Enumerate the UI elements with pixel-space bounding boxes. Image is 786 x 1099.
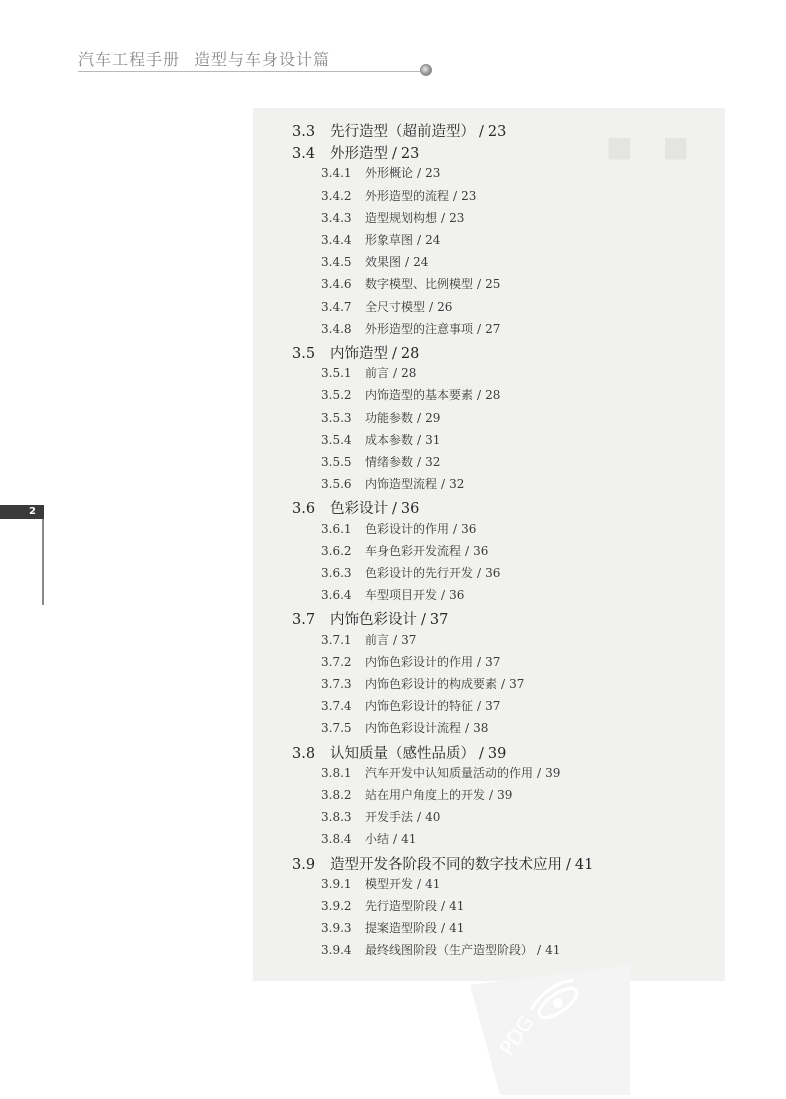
toc-title: 先行造型阶段 <box>365 899 438 913</box>
toc-page-number: 26 <box>437 299 453 314</box>
toc-subsection-row <box>321 364 416 381</box>
toc-number: 3.9.2 <box>321 899 352 913</box>
toc-page-number: 24 <box>425 233 441 247</box>
toc-number: 3.4.4 <box>321 233 352 247</box>
toc-number: 3.4.8 <box>321 321 352 336</box>
toc-page-number: 41 <box>574 856 594 873</box>
toc-page-number: 31 <box>425 432 441 447</box>
toc-separator: / <box>441 210 446 225</box>
toc-title: 提案造型阶段 <box>365 921 438 936</box>
running-header <box>78 47 330 70</box>
page-side-rule <box>42 519 44 605</box>
toc-title: 内饰造型的基本要素 <box>365 388 474 403</box>
toc-number: 3.8 <box>292 745 316 762</box>
watermark-text: PDG <box>494 1010 539 1060</box>
toc-separator: / <box>417 410 422 425</box>
toc-number: 3.8.1 <box>321 765 352 780</box>
toc-separator: / <box>477 321 482 336</box>
toc-section-row <box>292 608 448 629</box>
toc-separator: / <box>441 921 446 936</box>
toc-subsection-row <box>321 941 560 958</box>
book-title: 汽车工程手册 <box>78 50 181 69</box>
toc-title: 先行造型（超前造型） <box>330 124 475 140</box>
toc-separator: / <box>537 765 542 780</box>
toc-separator: / <box>393 832 398 847</box>
toc-section-row <box>292 497 419 518</box>
toc-page-number: 40 <box>425 810 441 825</box>
toc-title: 内饰色彩设计 <box>330 612 417 629</box>
toc-separator: / <box>429 299 434 314</box>
toc-page-number: 41 <box>425 876 441 891</box>
toc-page-number: 28 <box>485 388 501 403</box>
toc-separator: / <box>477 699 482 714</box>
toc-separator: / <box>465 721 470 736</box>
toc-number: 3.5.4 <box>321 432 352 447</box>
toc-separator: / <box>417 810 422 825</box>
toc-number: 3.5.3 <box>321 410 352 425</box>
toc-separator: / <box>453 188 458 203</box>
toc-subsection-row <box>321 586 464 603</box>
toc-separator: / <box>537 943 542 958</box>
toc-subsection-row <box>321 453 440 470</box>
toc-subsection-row <box>321 320 500 337</box>
toc-subsection-row <box>321 187 476 204</box>
toc-subsection-row <box>321 808 440 825</box>
toc-subsection-row <box>321 675 524 692</box>
toc-subsection-row <box>321 298 452 315</box>
toc-title: 情绪参数 <box>365 455 414 469</box>
toc-subsection-row <box>321 764 560 781</box>
toc-title: 前言 <box>365 632 390 647</box>
page-number: 2 <box>29 506 36 517</box>
toc-separator: / <box>392 146 397 163</box>
toc-page-number: 37 <box>509 677 525 691</box>
toc-subsection-row <box>321 919 464 936</box>
toc-page-number: 39 <box>545 765 561 780</box>
toc-title: 外形造型 <box>330 146 388 163</box>
toc-number: 3.6.2 <box>321 543 352 558</box>
toc-page-number: 23 <box>461 188 477 203</box>
toc-separator: / <box>489 788 494 802</box>
toc-separator: / <box>393 366 398 381</box>
toc-title: 车型项目开发 <box>365 588 438 603</box>
toc-separator: / <box>566 856 571 873</box>
toc-subsection-row <box>321 631 416 648</box>
toc-subsection-row <box>321 209 464 226</box>
toc-title: 内饰色彩设计的构成要素 <box>365 677 498 691</box>
toc-number: 3.4.2 <box>321 188 352 203</box>
toc-separator: / <box>479 124 484 140</box>
toc-title: 功能参数 <box>365 410 414 425</box>
toc-subsection-row <box>321 719 488 736</box>
toc-page-number: 37 <box>485 699 501 714</box>
toc-subsection-row <box>321 231 440 248</box>
toc-section-row <box>292 120 506 141</box>
toc-number: 3.7.4 <box>321 699 352 714</box>
toc-subsection-row <box>321 275 500 292</box>
toc-number: 3.6 <box>292 501 316 518</box>
toc-number: 3.3 <box>292 124 316 140</box>
toc-separator: / <box>453 521 458 536</box>
toc-separator: / <box>392 501 397 518</box>
toc-section-row <box>292 342 419 363</box>
toc-number: 3.4.3 <box>321 210 352 225</box>
toc-separator: / <box>465 543 470 558</box>
toc-separator: / <box>392 346 397 362</box>
pdg-watermark <box>470 965 630 1095</box>
toc-title: 色彩设计的作用 <box>365 521 450 536</box>
toc-title: 外形造型的注意事项 <box>365 321 474 336</box>
toc-number: 3.6.3 <box>321 566 352 580</box>
toc-page-number: 36 <box>473 543 489 558</box>
toc-number: 3.4.7 <box>321 299 352 314</box>
toc-number: 3.5.2 <box>321 388 352 403</box>
toc-title: 色彩设计 <box>330 501 388 518</box>
toc-title: 内饰造型流程 <box>365 477 438 492</box>
toc-separator: / <box>417 876 422 891</box>
toc-number: 3.9.4 <box>321 943 352 958</box>
toc-separator: / <box>441 899 446 913</box>
toc-title: 内饰色彩设计的特征 <box>365 699 474 714</box>
toc-page-number: 29 <box>425 410 441 425</box>
toc-page-number: 28 <box>400 346 420 362</box>
toc-separator: / <box>477 277 482 292</box>
toc-separator: / <box>479 745 484 762</box>
toc-number: 3.8.2 <box>321 788 352 802</box>
toc-separator: / <box>393 632 398 647</box>
toc-number: 3.6.4 <box>321 588 352 603</box>
toc-number: 3.8.4 <box>321 832 352 847</box>
toc-title: 站在用户角度上的开发 <box>365 788 486 802</box>
toc-separator: / <box>417 166 422 181</box>
toc-page-number: 25 <box>485 277 501 292</box>
toc-title: 形象草图 <box>365 233 414 247</box>
toc-number: 3.7.3 <box>321 677 352 691</box>
toc-title: 数字模型、比例模型 <box>365 277 474 292</box>
toc-separator: / <box>405 255 410 270</box>
toc-separator: / <box>477 566 482 580</box>
toc-page-number: 37 <box>485 654 501 669</box>
toc-number: 3.6.1 <box>321 521 352 536</box>
toc-title: 小结 <box>365 832 390 847</box>
toc-subsection-row <box>321 520 476 537</box>
toc-subsection-row <box>321 386 500 403</box>
toc-subsection-row <box>321 409 440 426</box>
toc-number: 3.9.1 <box>321 876 352 891</box>
toc-subsection-row <box>321 475 464 492</box>
toc-title: 最终线图阶段（生产造型阶段） <box>365 943 534 958</box>
toc-separator: / <box>477 388 482 403</box>
panel-background-decoration: ■■ <box>606 130 719 163</box>
toc-page-number: 24 <box>413 255 429 270</box>
toc-title: 内饰色彩设计的作用 <box>365 654 474 669</box>
toc-subsection-row <box>321 431 440 448</box>
toc-number: 3.9.3 <box>321 921 352 936</box>
toc-subsection-row <box>321 875 440 892</box>
toc-title: 模型开发 <box>365 876 414 891</box>
toc-page-number: 37 <box>401 632 417 647</box>
toc-separator: / <box>441 477 446 492</box>
toc-page-number: 23 <box>400 146 420 163</box>
toc-page-number: 36 <box>485 566 501 580</box>
toc-page-number: 23 <box>487 124 507 140</box>
toc-page-number: 36 <box>461 521 477 536</box>
toc-separator: / <box>417 233 422 247</box>
toc-subsection-row <box>321 542 488 559</box>
toc-number: 3.4.5 <box>321 255 352 270</box>
toc-number: 3.9 <box>292 856 316 873</box>
toc-page-number: 41 <box>449 899 465 913</box>
toc-section-row <box>292 142 419 163</box>
watermark-graphic <box>470 965 630 1095</box>
toc-subsection-row <box>321 564 500 581</box>
toc-number: 3.7.5 <box>321 721 352 736</box>
toc-separator: / <box>501 677 506 691</box>
toc-title: 色彩设计的先行开发 <box>365 566 474 580</box>
toc-subsection-row <box>321 786 512 803</box>
toc-title: 开发手法 <box>365 810 414 825</box>
toc-separator: / <box>421 612 426 629</box>
toc-number: 3.5.1 <box>321 366 352 381</box>
toc-page-number: 32 <box>449 477 465 492</box>
toc-subsection-row <box>321 253 428 270</box>
toc-separator: / <box>477 654 482 669</box>
toc-panel <box>253 108 725 981</box>
toc-subsection-row <box>321 653 500 670</box>
toc-title: 造型开发各阶段不同的数字技术应用 <box>330 856 562 873</box>
toc-number: 3.7.1 <box>321 632 352 647</box>
toc-page-number: 41 <box>545 943 561 958</box>
toc-separator: / <box>417 455 422 469</box>
toc-page-number: 41 <box>449 921 465 936</box>
toc-number: 3.8.3 <box>321 810 352 825</box>
toc-title: 成本参数 <box>365 432 414 447</box>
toc-number: 3.4 <box>292 146 316 163</box>
toc-separator: / <box>441 588 446 603</box>
toc-page-number: 36 <box>400 501 420 518</box>
toc-title: 造型规划构想 <box>365 210 438 225</box>
toc-page-number: 37 <box>429 612 449 629</box>
toc-title: 认知质量（感性品质） <box>330 745 475 762</box>
toc-number: 3.4.6 <box>321 277 352 292</box>
toc-title: 全尺寸模型 <box>365 299 426 314</box>
toc-page-number: 41 <box>401 832 417 847</box>
toc-section-row <box>292 853 593 874</box>
toc-title: 内饰色彩设计流程 <box>365 721 462 736</box>
page-number-tab <box>0 505 44 519</box>
toc-title: 内饰造型 <box>330 346 388 362</box>
toc-subsection-row <box>321 164 440 181</box>
toc-title: 外形概论 <box>365 166 414 181</box>
toc-title: 汽车开发中认知质量活动的作用 <box>365 765 534 780</box>
toc-page-number: 39 <box>497 788 513 802</box>
toc-page-number: 28 <box>401 366 417 381</box>
toc-title: 前言 <box>365 366 390 381</box>
toc-subsection-row <box>321 830 416 847</box>
toc-title: 外形造型的流程 <box>365 188 450 203</box>
toc-number: 3.5.5 <box>321 455 352 469</box>
toc-subsection-row <box>321 697 500 714</box>
toc-separator: / <box>417 432 422 447</box>
toc-page-number: 23 <box>449 210 465 225</box>
header-bullet-icon <box>420 64 432 76</box>
toc-number: 3.4.1 <box>321 166 352 181</box>
toc-subsection-row <box>321 897 464 914</box>
volume-title: 造型与车身设计篇 <box>194 50 331 69</box>
toc-title: 效果图 <box>365 255 402 270</box>
toc-page-number: 23 <box>425 166 441 181</box>
toc-number: 3.5 <box>292 346 316 362</box>
toc-page-number: 27 <box>485 321 501 336</box>
toc-title: 车身色彩开发流程 <box>365 543 462 558</box>
toc-section-row <box>292 742 506 763</box>
toc-page-number: 36 <box>449 588 465 603</box>
toc-page-number: 39 <box>487 745 507 762</box>
toc-number: 3.7.2 <box>321 654 352 669</box>
toc-page-number: 32 <box>425 455 441 469</box>
toc-page-number: 38 <box>473 721 489 736</box>
header-rule <box>78 71 420 72</box>
toc-number: 3.7 <box>292 612 316 629</box>
toc-number: 3.5.6 <box>321 477 352 492</box>
